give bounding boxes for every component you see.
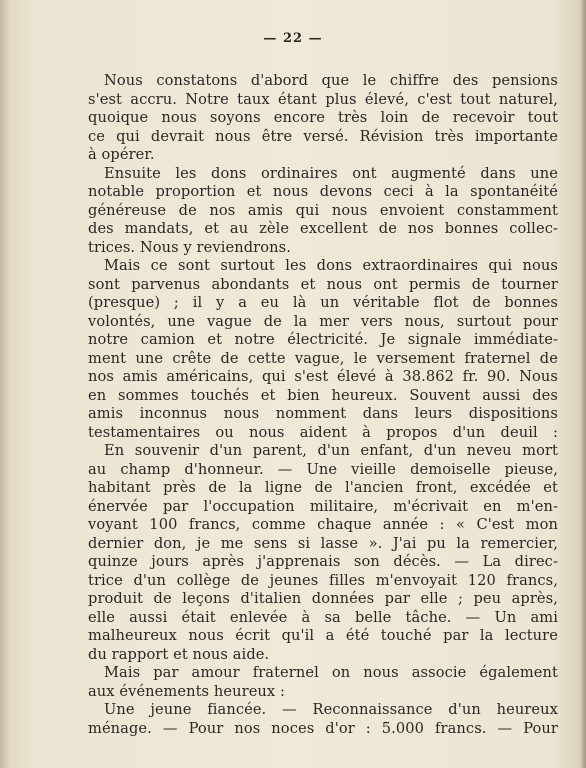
text-line: quoique nous soyons encore très loin de recevoir tout (88, 109, 558, 126)
text-line: Une jeune fiancée. — Reconnaissance d'un heureux (104, 701, 558, 718)
text-line: généreuse de nos amis qui nous envoient constamment (88, 201, 558, 219)
text-line: à opérer. (88, 146, 155, 163)
text-line: trice d'un collège de jeunes filles m'envoyait 120 francs, (88, 571, 558, 589)
text-line: du rapport et nous aide. (88, 645, 270, 663)
text-line: volontés, une vague de la mer vers nous, surtout pour (88, 312, 558, 330)
text-line: des mandats, et au zèle excellent de nos bonnes collec- (88, 220, 558, 237)
text-line: voyant 100 francs, comme chaque année : « C'est mon (88, 516, 558, 533)
text-line: Mais ce sont surtout les dons extraordinaires qui nous (104, 257, 558, 274)
text-line: s'est accru. Notre taux étant plus élevé, c'est tout naturel, (88, 90, 558, 108)
text-line: quinze jours après j'apprenais son décès. — La direc- (88, 553, 558, 570)
text-line: sont parvenus abondants et nous ont permis de tourner (88, 275, 558, 293)
text-line: en sommes touchés et bien heureux. Souvent aussi des (88, 386, 558, 404)
text-line: Mais par amour fraternel on nous associe également (104, 664, 558, 681)
text-line: aux événements heureux : (88, 682, 286, 700)
text-line: (presque) ; il y a eu là un véritable flot de bonnes (88, 294, 558, 311)
text-line: amis inconnus nous nomment dans leurs dispositions (88, 405, 558, 422)
text-line: trices. Nous y reviendrons. (88, 238, 291, 256)
text-line: notre camion et notre électricité. Je signale immédiate- (88, 331, 558, 348)
text-line: Nous constatons d'abord que le chiffre des pensions (104, 72, 558, 89)
text-line: énervée par l'occupation militaire, m'écrivait en m'en- (88, 497, 558, 515)
text-line: nos amis américains, qui s'est élevé à 38.862 fr. 90. Nous (88, 368, 558, 385)
text-line: au champ d'honneur. — Une vieille demoiselle pieuse, (88, 460, 558, 478)
text-line: Ensuite les dons ordinaires ont augmenté dans une (104, 164, 558, 182)
text-line: ment une crête de cette vague, le versement fraternel de (88, 349, 558, 367)
text-line: notable proportion et nous devons ceci à la spontanéité (88, 183, 558, 200)
body-text (88, 72, 558, 738)
text-line: produit de leçons d'italien données par elle ; peu après, (88, 590, 558, 607)
text-line: malheureux nous écrit qu'il a été touché par la lecture (88, 627, 558, 644)
text-line: testamentaires ou nous aident à propos d'un deuil : (88, 423, 558, 441)
page-number: — 22 — (263, 31, 323, 46)
text-line: En souvenir d'un parent, d'un enfant, d'un neveu mort (104, 442, 558, 459)
text-line: ménage. — Pour nos noces d'or : 5.000 francs. — Pour (88, 719, 558, 737)
text-line: habitant près de la ligne de l'ancien front, excédée et (88, 479, 558, 496)
text-line: elle aussi était enlevée à sa belle tâche. — Un ami (88, 608, 558, 626)
text-line: dernier don, je me sens si lasse ». J'ai pu la remercier, (88, 534, 558, 552)
page-shadow-left (0, 0, 10, 768)
text-line: ce qui devrait nous être versé. Révision très importante (88, 127, 558, 145)
page-shadow-right (580, 0, 586, 768)
